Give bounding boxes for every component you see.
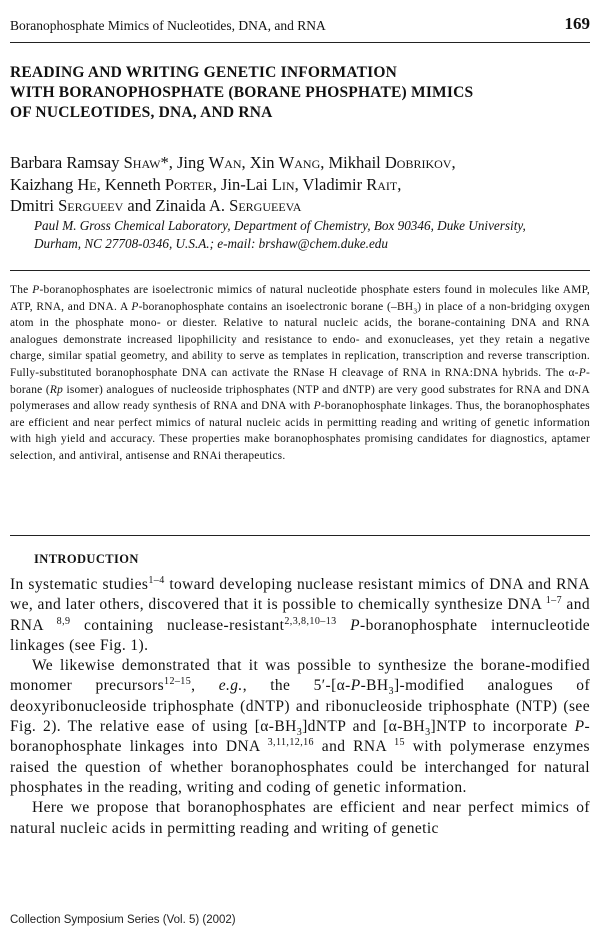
paragraph: In systematic studies$^{1-4}$ toward developing nuclease resistant mimics of DNA and RNA we, and later others, discovered that it is possible to chemically synthesize DNA $^{1-7}$ and RNA $^{8,9}$ containing nuclease-resistant$^{2,3,8,10-13}$ P-boranophosphate internucleotide linkages (see Fig. 1).	[10, 574, 590, 654]
author: Mikhail Dobrikov,	[328, 153, 456, 172]
page-number: 169	[564, 14, 590, 33]
footer: Collection Symposium Series (Vol. 5) (2002)	[10, 914, 236, 926]
affiliation	[34, 217, 584, 253]
title-line-2: WITH BORANOPHOSPHATE (BORANE PHOSPHATE) MIMICS	[10, 84, 474, 101]
author: Kenneth Porter,	[104, 174, 221, 194]
affiliation-line-2: Durham, NC 27708-0346, U.S.A.; e-mail: brshaw@chem.duke.edu	[34, 236, 388, 251]
paragraph: We likewise demonstrated that it was possible to synthesize the borane-modified monomer precursors$^{12-15}$, e.g., the $5'-[\alpha-P-BH_3]$-modified analogues of deoxyribonucleoside triphosphate (dNTP) and ribonucleoside triphosphate (NTP) (see Fig. 2). The relative ease of using $[\alpha-BH_3]dNTP$ and $[\alpha-BH_3]NTP$ to incorporate P-boranophosphate linkages into DNA $^{3,11,12,16}$ and RNA $^{15}$ with polymerase enzymes raised the question of whether boranophosphates could be interchanged for natural phosphates in the reading, writing and coding of genetic information.	[10, 657, 591, 796]
title-line-1: READING AND WRITING GENETIC INFORMATION	[10, 64, 398, 81]
section-heading: INTRODUCTION	[34, 552, 139, 566]
paragraph: Here we propose that boranophosphates are efficient and near perfect mimics of natural nucleic acids in permitting reading and writing of genetic	[10, 799, 590, 837]
body-text	[10, 575, 590, 839]
author: Zinaida A. Sergueeva	[155, 196, 302, 215]
author-list	[10, 152, 590, 217]
running-header	[10, 12, 590, 43]
author: Vladimir Rait,	[302, 174, 402, 194]
author: Barbara Ramsay Shaw*,	[10, 153, 177, 172]
running-title: Boranophosphate Mimics of Nucleotides, DNA, and RNA	[10, 18, 326, 33]
author: Xin Wang,	[249, 153, 329, 172]
abstract-bottom-rule	[10, 535, 590, 536]
article-title	[10, 63, 570, 123]
author: Jin-Lai Lin,	[220, 174, 303, 194]
author: Jing Wan,	[177, 153, 250, 172]
abstract-top-rule	[10, 270, 590, 271]
title-line-3: OF NUCLEOTIDES, DNA, AND RNA	[10, 104, 273, 121]
abstract: The P-boranophosphates are isoelectronic mimics of natural nucleotide phosphate esters found in molecules like AMP, ATP, RNA, and DNA. A P-boranophosphate contains an isoelectronic borane $(-BH_3)$ in place of a non-bridging oxygen atom in the phosphate mono- or diester. Relative to natural nucleic acids, the borane-containing DNA and RNA analogues demonstrate increased lipophilicity and resistance to endo- and exonucleases, yet they retain a negative charge, similar spatial geometry, and ability to serve as templates in replication, transcription and reverse transcription. Fully-substituted boranophosphate DNA can activate the RNase H cleavage of RNA in RNA:DNA hybrids. The α-P-borane (Rp isomer) analogues of nucleoside triphosphates (NTP and dNTP) are very good substrates for RNA and DNA polymerases and allow ready synthesis of RNA and DNA with P-boranophosphate linkages. Thus, the boranophosphates are efficient and near perfect mimics of natural nucleic acids in permitting reading and writing of genetic information with high yield and accuracy. These properties make boranophosphates promising candidates for diagnostics, aptamer selection, and antiviral, antisense and RNAi therapeutics.	[10, 284, 590, 462]
author: Kaizhang He,	[10, 174, 105, 194]
affiliation-line-1: Paul M. Gross Chemical Laboratory, Department of Chemistry, Box 90346, Duke University,	[34, 218, 526, 233]
author: Dmitri Sergueev and	[10, 196, 156, 215]
